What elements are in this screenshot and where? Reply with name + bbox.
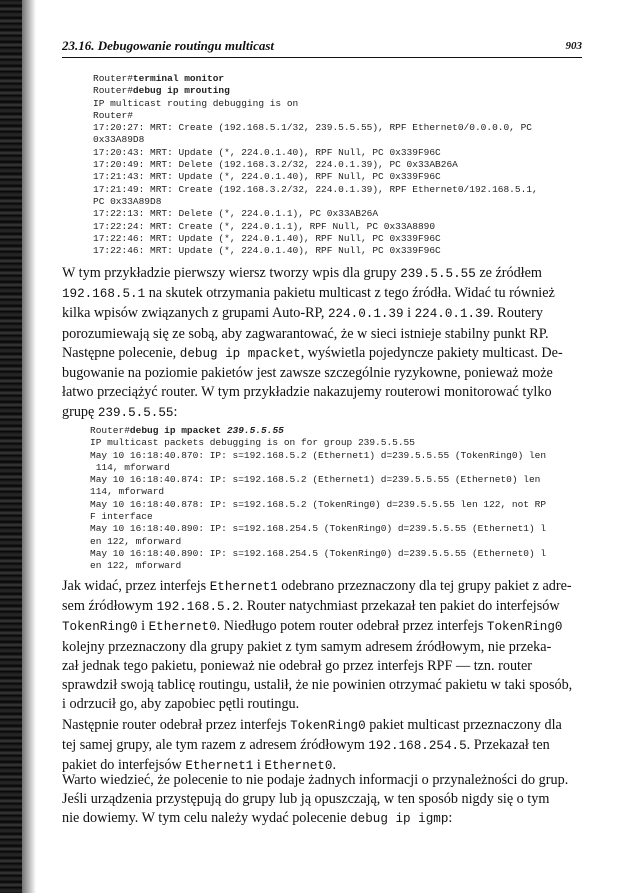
text-line [62,809,592,829]
text-line [62,657,592,676]
code-line [93,147,538,159]
inline-code: debug ip igmp [350,812,449,827]
text-run: Jeśli urządzenia przystępują do grupy lub ją opuszczają, w ten sposób nigdy się o tym [62,791,550,808]
text-line [62,716,592,736]
text-run: tej samej grupy, ale tym razem z adresem źródłowym [62,737,369,754]
text-line [62,344,592,364]
text-run: 114, mforward [90,486,165,498]
paragraph-forwarding-explanation [62,716,592,777]
code-line [93,122,538,134]
text-run: debug ip mpacket [129,425,227,436]
text-run: i odrzucił go, aby zapobiec pętli routingu. [62,696,300,713]
text-run: W tym przykładzie pierwszy wiersz tworzy wpis dla grupy [62,265,401,281]
text-run: 17:21:43: MRT: Update (*, 224.0.1.40), RPF Null, PC 0x339F96C [93,171,441,183]
text-run: Router# [93,109,133,121]
inline-code: TokenRing0 [62,620,138,635]
code-line [93,233,538,245]
text-run: 239.5.5.55 [226,425,284,436]
text-line [62,304,592,324]
text-run: May 10 16:18:40.870: IP: s=192.168.5.2 (Ethernet1) d=239.5.5.55 (TokenRing0) len [90,449,547,461]
code-line [90,499,546,511]
code-line [93,208,538,220]
text-run: kolejny przeznaczony dla grupy pakiet z tym samym adresem źródłowym, nie przeka- [62,638,552,655]
text-run: 17:22:46: MRT: Update (*, 224.0.1.40), RPF Null, PC 0x339F96C [93,245,441,257]
text-run: 17:22:13: MRT: Delete (*, 224.0.1.1), PC 0x33AB26A [93,208,379,220]
text-run: . Routery [490,305,543,322]
code-line [90,462,546,474]
code-line [93,184,538,196]
text-run: May 10 16:18:40.874: IP: s=192.168.5.2 (Ethernet1) d=239.5.5.55 (Ethernet0) len [90,474,541,486]
inline-code: Ethernet0 [264,759,333,774]
text-line [62,597,592,617]
code-line [90,450,546,462]
text-run: 17:22:24: MRT: Create (*, 224.0.1.1), RPF Null, PC 0x33A8890 [93,220,436,232]
paragraph-mrouting-explanation [62,264,592,344]
text-run: grupę [62,403,98,420]
text-run: pakiet multicast przeznaczony dla [365,717,562,733]
code-line [93,134,538,146]
text-run: i [403,305,415,322]
inline-code: 192.168.254.5 [368,739,467,754]
inline-code: 224.0.1.39 [414,307,491,322]
inline-code: debug ip mpacket [179,347,301,361]
text-run: 17:20:43: MRT: Update (*, 224.0.1.40), RPF Null, PC 0x339F96C [93,146,441,158]
text-run: . Niedługo potem router odebrał przez interfejs [216,618,487,635]
code-line [90,474,546,486]
text-line [62,638,592,657]
section-title: 23.16. Debugowanie routingu multicast [62,38,275,53]
inline-code: TokenRing0 [486,620,563,635]
code-line [93,85,538,97]
text-run: debug ip mrouting [132,85,230,97]
code-line [93,73,538,85]
text-run: Następnie router odebrał przez interfejs [62,717,291,733]
inline-code: TokenRing0 [290,719,366,733]
code-line [90,536,546,548]
running-header [62,37,582,58]
code-line [90,437,546,449]
text-line [62,403,592,423]
text-run: F interface [90,511,153,523]
page-number: 903 [565,40,582,52]
inline-code: 224.0.1.39 [327,307,404,322]
text-run: 17:20:49: MRT: Delete (192.168.3.2/32, 224.0.1.39), PC 0x33AB26A [93,159,458,171]
text-run: 114, mforward [90,461,170,473]
inline-code: 192.168.5.2 [156,600,240,615]
text-run: ze źródłem [475,265,542,281]
text-run: bugowanie na poziomie pakietów jest zawsze szczególnie ryzykowne, ponieważ może [62,365,553,382]
scan-edge-shadow [22,0,36,893]
code-line [90,486,546,498]
text-run: odebrano przeznaczony dla tej grupy pakiet z adre- [277,578,572,594]
text-line [62,771,592,790]
code-line [93,245,538,257]
text-line [62,736,592,756]
text-run: łatwo przeciążyć router. W tym przykładzie nakazujemy routerowi monitorować tylko [62,384,552,401]
text-run: Jak widać, przez interfejs [62,578,210,594]
text-run: Warto wiedzieć, że polecenie to nie podaje żadnych informacji o przynależności do grup. [62,772,569,788]
code-line [90,523,546,535]
text-run: Router# [93,73,133,84]
text-run: Router# [90,425,130,436]
text-line [62,790,592,809]
text-line [62,284,592,304]
code-line [90,548,546,560]
text-run: May 10 16:18:40.890: IP: s=192.168.254.5 (TokenRing0) d=239.5.5.55 (Ethernet0) l [90,547,547,559]
inline-code: 239.5.5.55 [97,405,174,420]
code-listing-mpacket [90,425,546,573]
inline-code: Ethernet0 [148,620,217,635]
text-run: May 10 16:18:40.878: IP: s=192.168.5.2 (TokenRing0) d=239.5.5.55 len 122, not RP [90,498,547,510]
paragraph-mpacket-intro [62,344,592,423]
text-run: porozumiewają się ze sobą, aby zagwarantować, że w sieci istnieje stabilny punkt RP. [62,325,549,342]
text-line [62,325,592,344]
text-run: . [332,757,336,774]
text-run: en 122, mforward [90,560,182,572]
text-run: : [173,403,178,420]
scan-binding-edge [0,0,22,893]
text-run: . Router natychmiast przekazał ten pakiet do interfejsów [239,598,560,615]
text-run: 0x33A89D8 [93,134,145,146]
text-run: Router# [93,85,133,97]
text-line [62,383,592,402]
code-line [93,196,538,208]
text-run: pakiet do interfejsów [62,757,186,774]
text-run: sprawdził swoją tablicę routingu, ustalił, że nie powinien otrzymać pakietu w taki sposób, [62,677,573,694]
text-run: 17:22:46: MRT: Update (*, 224.0.1.40), RPF Null, PC 0x339F96C [93,232,441,244]
text-run: IP multicast packets debugging is on for group 239.5.5.55 [90,437,415,449]
code-line [93,98,538,110]
text-run: sem źródłowym [62,598,157,615]
inline-code: 239.5.5.55 [400,267,476,281]
code-line [93,171,538,183]
inline-code: Ethernet1 [185,759,254,774]
text-line [62,264,592,284]
text-run: kilka wpisów związanych z grupami Auto-RP, [62,305,328,322]
text-run: terminal monitor [132,73,225,84]
inline-code: Ethernet1 [209,580,278,594]
text-run: 17:20:27: MRT: Create (192.168.5.1/32, 239.5.5.55), RPF Ethernet0/0.0.0.0, PC [93,122,532,134]
text-run: na skutek otrzymania pakietu multicast z tego źródła. Widać tu również [145,285,555,302]
text-line [62,577,592,597]
text-run: zał jednak tego pakietu, ponieważ nie odebrał go przez interfejs RPF — tzn. router [62,657,532,674]
text-run: i [137,618,149,635]
code-line [90,560,546,572]
text-run: i [253,757,265,774]
text-run: nie dowiemy. W tym celu należy wydać polecenie [62,810,351,827]
text-run: 17:21:49: MRT: Create (192.168.3.2/32, 224.0.1.39), RPF Ethernet0/192.168.5.1, [93,183,538,195]
paragraph-igmp-note [62,771,592,830]
text-run: : [448,810,453,827]
text-run: Następne polecenie, [62,345,180,361]
text-run: . Przekazał ten [466,737,550,754]
text-line [62,676,592,695]
text-run: en 122, mforward [90,535,182,547]
text-line [62,695,592,714]
code-line [90,425,546,437]
code-line [93,221,538,233]
code-listing-mrouting [93,73,538,257]
text-line [62,364,592,383]
text-run: PC 0x33A89D8 [93,195,162,207]
paragraph-rpf-explanation [62,577,592,714]
code-line [93,159,538,171]
code-line [90,511,546,523]
inline-code: 192.168.5.1 [62,287,146,302]
text-run: , wyświetla pojedyncze pakiety multicast. De- [300,345,563,361]
code-line [93,110,538,122]
text-line [62,617,592,637]
text-run: May 10 16:18:40.890: IP: s=192.168.254.5 (TokenRing0) d=239.5.5.55 (Ethernet1) l [90,523,547,535]
text-run: IP multicast routing debugging is on [93,97,299,109]
